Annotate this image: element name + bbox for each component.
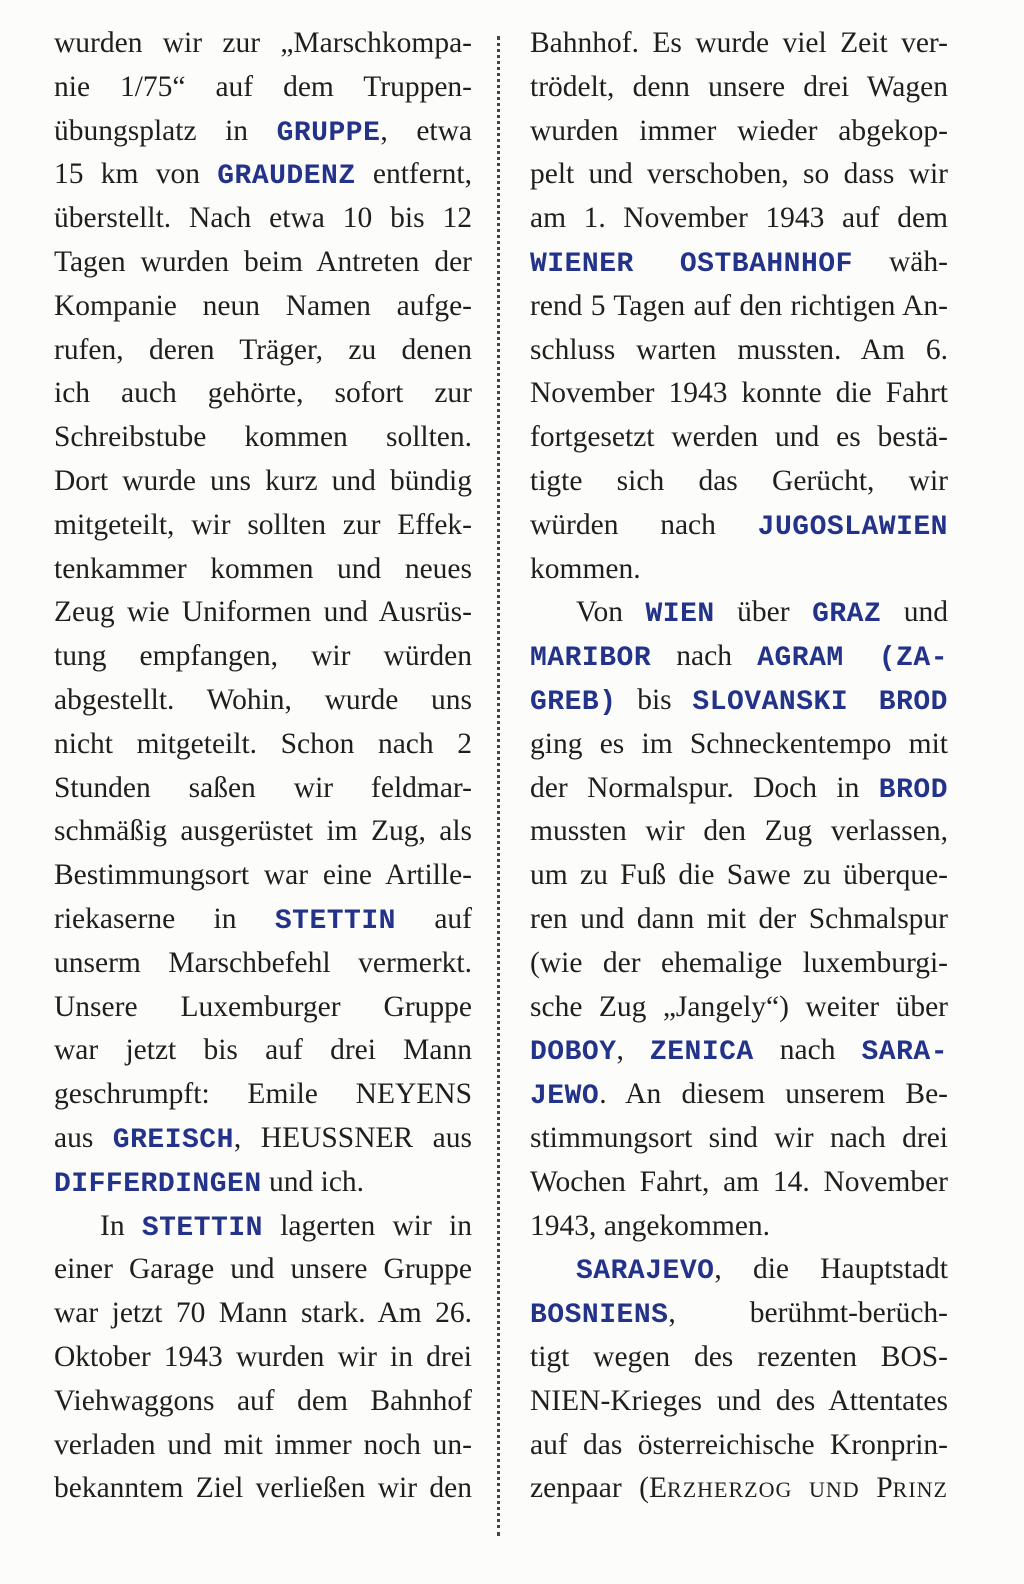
text-line <box>530 416 948 460</box>
text-run: nach <box>753 1034 862 1067</box>
text-run: . An diesem unserem Be- <box>599 1078 948 1111</box>
text-run: der Normalspur. Doch in <box>530 771 879 804</box>
column-divider <box>497 36 500 1536</box>
text-run: , <box>616 1034 650 1067</box>
text-run: Bahnhof. Es wurde viel Zeit ver- <box>530 27 948 59</box>
text-line <box>530 372 948 416</box>
text-line <box>54 153 472 197</box>
text-run: wurden wir zur „Marschkompa- <box>54 27 472 59</box>
text-line <box>530 548 948 592</box>
text-run: tigte sich das Gerücht, wir <box>530 464 948 497</box>
text-line <box>530 986 948 1030</box>
text-line <box>530 329 948 373</box>
text-run: am 1. November 1943 auf dem <box>530 202 948 235</box>
text-run: nicht mitgeteilt. Schon nach 2 <box>54 727 472 760</box>
place-name: WIENER OSTBAHNHOF <box>530 248 853 280</box>
text-run: bekanntem Ziel verließen wir den <box>54 1472 472 1505</box>
text-line <box>530 942 948 986</box>
text-run: um zu Fuß die Sawe zu überque- <box>530 859 948 892</box>
text-run: fortgesetzt werden und es bestä- <box>530 421 948 454</box>
text-run: mitgeteilt, wir sollten zur Effek- <box>54 508 472 541</box>
place-name: JEWO <box>530 1081 600 1113</box>
text-run: trödelt, denn unsere drei Wagen <box>530 70 948 103</box>
text-run: ich auch gehörte, sofort zur <box>54 377 472 410</box>
text-run: tigt wegen des rezenten BOS- <box>530 1340 948 1373</box>
text-run: ren und dann mit der Schmalspur <box>530 902 948 935</box>
text-run: Wochen Fahrt, am 14. November <box>530 1165 948 1198</box>
text-line <box>530 1161 948 1205</box>
text-run: würden nach <box>530 508 758 541</box>
text-run: , die Hauptstadt <box>714 1253 948 1286</box>
place-name: STETTIN <box>274 905 396 937</box>
place-name: ZENICA <box>649 1037 754 1069</box>
text-line <box>530 635 948 679</box>
text-line <box>54 591 472 635</box>
text-line <box>530 1205 948 1249</box>
text-line <box>54 1161 472 1205</box>
text-run: Zeug wie Uniformen und Ausrüs- <box>54 596 472 629</box>
text-run: bis <box>616 683 693 716</box>
text-run: geschrumpft: Emile NEYENS <box>54 1078 472 1111</box>
text-run: nach <box>651 640 758 673</box>
text-line <box>530 22 948 66</box>
text-line <box>530 1336 948 1380</box>
place-name: GREB) <box>530 686 617 718</box>
text-run: Kompanie neun Namen aufge- <box>54 289 472 322</box>
text-line <box>530 504 948 548</box>
text-line <box>54 1029 472 1073</box>
text-run: einer Garage und unsere Gruppe <box>54 1253 472 1286</box>
text-line <box>54 635 472 679</box>
text-line <box>54 986 472 1030</box>
text-line <box>530 66 948 110</box>
text-line <box>54 810 472 854</box>
text-line <box>530 723 948 767</box>
place-name: GREISCH <box>112 1124 234 1156</box>
place-name: GRUPPE <box>276 117 381 149</box>
text-run: stimmungsort sind wir nach drei <box>530 1121 948 1154</box>
text-line <box>54 1380 472 1424</box>
text-run: Dort wurde uns kurz und bündig <box>54 464 472 497</box>
text-run: , berühmt-berüch- <box>668 1297 948 1330</box>
text-line <box>54 1424 472 1468</box>
text-run: aus <box>54 1121 113 1154</box>
text-run: November 1943 konnte die Fahrt <box>530 377 948 410</box>
text-line <box>530 1467 948 1511</box>
text-line <box>54 197 472 241</box>
text-run: über <box>714 596 813 629</box>
text-run: und ich. <box>261 1165 365 1198</box>
text-line <box>530 1380 948 1424</box>
place-name: SARA- <box>861 1037 949 1069</box>
text-run: auf das österreichische Kronprin- <box>530 1428 948 1461</box>
text-line <box>54 898 472 942</box>
text-run: Oktober 1943 wurden wir in drei <box>54 1340 472 1373</box>
place-name: SARAJEVO <box>576 1256 715 1288</box>
place-name: STETTIN <box>141 1212 263 1244</box>
text-run: RZHERZOG UND <box>667 1477 877 1503</box>
text-run: (wie der ehemalige luxemburgi- <box>530 946 948 979</box>
text-run: auf <box>395 902 472 935</box>
text-run: rufen, deren Träger, zu denen <box>54 333 472 366</box>
text-run: kommen. <box>530 552 641 585</box>
place-name: SLOVANSKI BROD <box>692 686 948 718</box>
text-line <box>530 1292 948 1336</box>
text-line <box>54 504 472 548</box>
text-run: schluss warten mussten. Am 6. <box>530 333 948 366</box>
text-run: In <box>100 1209 142 1242</box>
place-name: GRAZ <box>812 599 882 631</box>
place-name: BOSNIENS <box>530 1300 669 1332</box>
text-line <box>530 285 948 329</box>
text-run: und <box>881 596 948 629</box>
left-text-column <box>54 22 472 1511</box>
text-line <box>54 942 472 986</box>
place-name: DIFFERDINGEN <box>54 1168 262 1200</box>
text-line <box>54 22 472 66</box>
text-line <box>54 1073 472 1117</box>
right-text-column <box>530 22 948 1511</box>
text-run: wäh- <box>852 245 948 278</box>
text-line <box>54 854 472 898</box>
text-line <box>54 1336 472 1380</box>
text-run: Tagen wurden beim Antreten der <box>54 245 472 278</box>
text-line <box>530 241 948 285</box>
text-line <box>530 1117 948 1161</box>
text-line <box>530 810 948 854</box>
text-run: Stunden saßen wir feldmar- <box>54 771 472 804</box>
text-line <box>530 898 948 942</box>
text-run: ging es im Schneckentempo mit <box>530 727 948 760</box>
text-run: überstellt. Nach etwa 10 bis 12 <box>54 202 472 235</box>
text-run: P <box>876 1472 893 1505</box>
text-run: Von <box>576 596 646 629</box>
text-line <box>530 767 948 811</box>
text-run: unserm Marschbefehl vermerkt. <box>54 946 472 979</box>
text-run: übungsplatz in <box>54 114 277 147</box>
text-line <box>530 110 948 154</box>
text-line <box>530 591 948 635</box>
text-run: RINZ <box>892 1477 948 1503</box>
text-line <box>530 1248 948 1292</box>
text-run: Bestimmungsort war eine Artille- <box>54 859 472 892</box>
text-line <box>530 1029 948 1073</box>
text-run: war jetzt 70 Mann stark. Am 26. <box>54 1297 472 1330</box>
text-line <box>54 329 472 373</box>
text-run: schmäßig ausgerüstet im Zug, als <box>54 815 472 848</box>
text-line <box>54 1205 472 1249</box>
text-run: Unsere Luxemburger Gruppe <box>54 990 472 1023</box>
text-run: Schreibstube kommen sollten. <box>54 421 472 454</box>
text-line <box>530 1073 948 1117</box>
text-line <box>54 548 472 592</box>
text-line <box>54 241 472 285</box>
text-line <box>54 285 472 329</box>
text-line <box>54 723 472 767</box>
text-run: lagerten wir in <box>262 1209 472 1242</box>
text-run: mussten wir den Zug verlassen, <box>530 815 948 848</box>
text-run: tenkammer kommen und neues <box>54 552 472 585</box>
text-run: sche Zug „Jangely“) weiter über <box>530 990 948 1023</box>
text-run: rend 5 Tagen auf den richtigen An- <box>530 289 948 322</box>
text-line <box>54 1248 472 1292</box>
text-line <box>54 1292 472 1336</box>
text-line <box>54 1467 472 1511</box>
place-name: DOBOY <box>530 1037 617 1069</box>
text-run: pelt und verschoben, so dass wir <box>530 158 948 191</box>
place-name: JUGOSLAWIEN <box>757 511 948 543</box>
text-run: riekaserne in <box>54 902 275 935</box>
text-line <box>54 416 472 460</box>
text-run: war jetzt bis auf drei Mann <box>54 1034 472 1067</box>
text-run: 1943, angekommen. <box>530 1209 771 1242</box>
text-run: tung empfangen, wir würden <box>54 640 472 673</box>
text-run: E <box>649 1472 668 1505</box>
text-run: wurden immer wieder abgekop- <box>530 114 948 147</box>
text-line <box>54 1117 472 1161</box>
place-name: MARIBOR <box>530 643 652 675</box>
text-run: zenpaar ( <box>530 1472 650 1505</box>
text-run: entfernt, <box>355 158 472 191</box>
place-name: WIEN <box>645 599 715 631</box>
text-run: 15 km von <box>54 158 218 191</box>
text-run: Viehwaggons auf dem Bahnhof <box>54 1384 472 1417</box>
text-line <box>530 197 948 241</box>
text-line <box>54 110 472 154</box>
text-line <box>530 679 948 723</box>
text-line <box>54 460 472 504</box>
text-line <box>54 767 472 811</box>
place-name: BROD <box>878 774 948 806</box>
place-name: GRAUDENZ <box>217 161 356 193</box>
text-run: , etwa <box>380 114 472 147</box>
place-name: AGRAM (ZA- <box>757 643 949 675</box>
text-line <box>530 460 948 504</box>
text-line <box>530 1424 948 1468</box>
text-run: NIEN-Krieges und des Attentates <box>530 1384 948 1417</box>
text-run: verladen und mit immer noch un- <box>54 1428 472 1461</box>
text-line <box>530 854 948 898</box>
text-run: nie 1/75“ auf dem Truppen- <box>54 70 472 103</box>
text-line <box>54 372 472 416</box>
text-line <box>54 66 472 110</box>
text-line <box>54 679 472 723</box>
text-run: abgestellt. Wohin, wurde uns <box>54 683 472 716</box>
text-line <box>530 153 948 197</box>
text-run: , HEUSSNER aus <box>233 1121 472 1154</box>
